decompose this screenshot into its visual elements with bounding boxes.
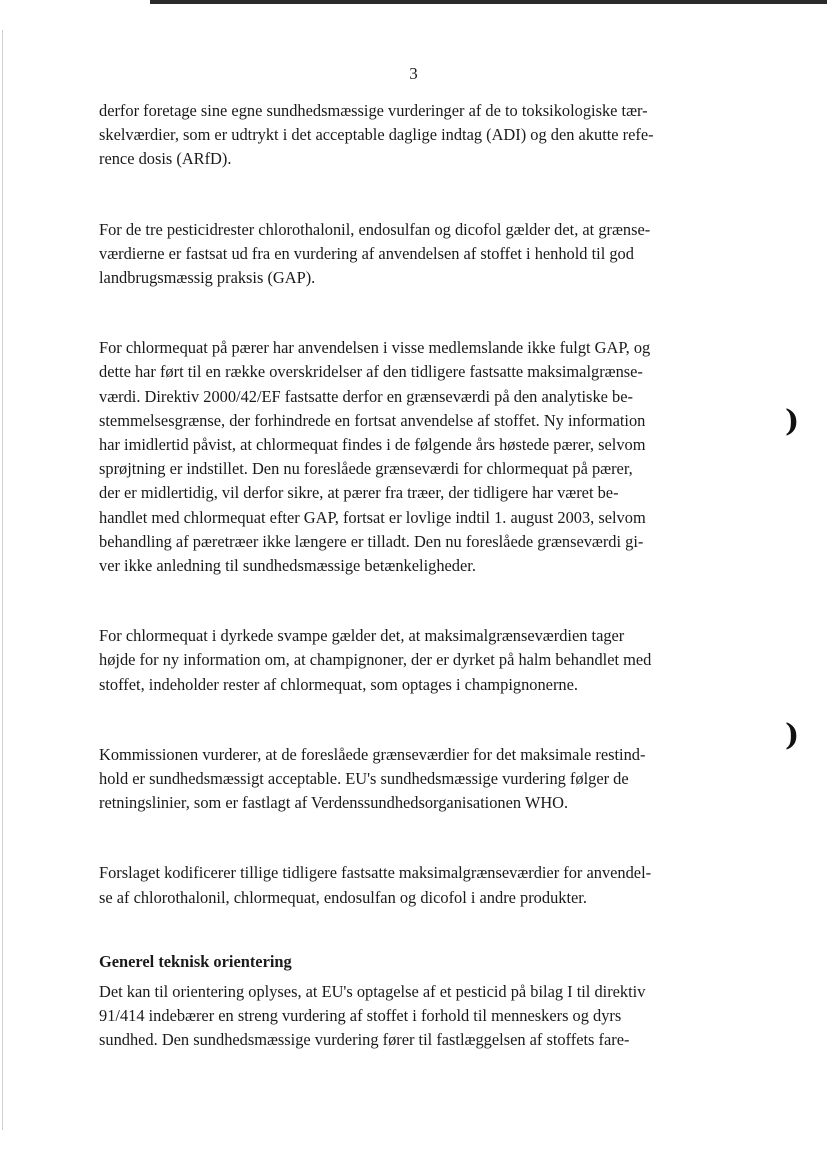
paragraph-commission	[99, 743, 729, 816]
text-line: skelværdier, som er udtrykt i det acceptable daglige indtag (ADI) og den akutte refe-	[99, 125, 654, 145]
text-line: værdierne er fastsat ud fra en vurdering af anvendelsen af stoffet i henhold til god	[99, 243, 634, 263]
text-line: landbrugsmæssig praksis (GAP).	[99, 268, 316, 288]
text-line: behandling af pæretræer ikke længere er tilladt. Den nu foreslåede grænseværdi gi-	[99, 531, 644, 551]
document-body	[99, 99, 729, 1053]
left-page-edge	[2, 30, 3, 1130]
text-line: Forslaget kodificerer tillige tidligere fastsatte maksimalgrænseværdier for anvendel-	[99, 863, 652, 883]
text-line: For chlormequat i dyrkede svampe gælder det, at maksimalgrænseværdien tager	[99, 626, 625, 646]
text-line: se af chlorothalonil, chlormequat, endosulfan og dicofol i andre produkter.	[99, 887, 587, 907]
text-line: ver ikke anledning til sundhedsmæssige betænkeligheder.	[99, 556, 476, 576]
paragraph-toxicology	[99, 99, 729, 172]
paragraph-chlormequat-mushrooms	[99, 624, 729, 697]
text-line: sprøjtning er indstillet. Den nu foreslåede grænseværdi for chlormequat på pærer,	[99, 459, 633, 479]
text-line: 91/414 indebærer en streng vurdering af stoffet i forhold til menneskers og dyrs	[99, 1006, 622, 1026]
text-line: rence dosis (ARfD).	[99, 149, 232, 169]
text-line: Det kan til orientering oplyses, at EU's optagelse af et pesticid på bilag I til direktiv	[99, 982, 646, 1002]
text-line: handlet med chlormequat efter GAP, fortsat er lovlige indtil 1. august 2003, selvom	[99, 507, 646, 527]
text-line: stemmelsesgrænse, der forhindrede en fortsat anvendelse af stoffet. Ny information	[99, 410, 646, 430]
margin-mark: )	[785, 718, 800, 753]
paragraph-gap	[99, 218, 729, 291]
section-heading: Generel teknisk orientering	[99, 951, 292, 971]
text-line: derfor foretage sine egne sundhedsmæssige vurderinger af de to toksikologiske tær-	[99, 101, 648, 120]
text-line: højde for ny information om, at champignoner, der er dyrket på halm behandlet med	[99, 650, 652, 670]
margin-mark: )	[785, 404, 800, 439]
text-line: stoffet, indeholder rester af chlormequat, som optages i champignonerne.	[99, 674, 578, 694]
text-line: har imidlertid påvist, at chlormequat findes i de følgende års høstede pærer, selvom	[99, 435, 646, 455]
paragraph-general-orientation	[99, 980, 729, 1053]
text-line: værdi. Direktiv 2000/42/EF fastsatte derfor en grænseværdi på den analytiske be-	[99, 386, 633, 406]
text-line: For chlormequat på pærer har anvendelsen i visse medlemslande ikke fulgt GAP, og	[99, 338, 651, 358]
top-rule	[150, 0, 827, 4]
text-line: Kommissionen vurderer, at de foreslåede grænseværdier for det maksimale restind-	[99, 744, 646, 764]
text-line: hold er sundhedsmæssigt acceptable. EU's sundhedsmæssige vurdering følger de	[99, 769, 629, 789]
text-line: der er midlertidig, vil derfor sikre, at pærer fra træer, der tidligere har været be-	[99, 483, 619, 503]
text-line: retningslinier, som er fastlagt af Verdenssundhedsorganisationen WHO.	[99, 793, 569, 813]
text-line: sundhed. Den sundhedsmæssige vurdering fører til fastlæggelsen af stoffets fare-	[99, 1030, 630, 1050]
paragraph-chlormequat-pears	[99, 336, 729, 578]
paragraph-codification	[99, 861, 729, 909]
text-line: For de tre pesticidrester chlorothalonil, endosulfan og dicofol gælder det, at grænse-	[99, 219, 651, 239]
page-number: 3	[409, 64, 418, 83]
text-line: dette har ført til en række overskridelser af den tidligere fastsatte maksimalgrænse-	[99, 362, 643, 382]
